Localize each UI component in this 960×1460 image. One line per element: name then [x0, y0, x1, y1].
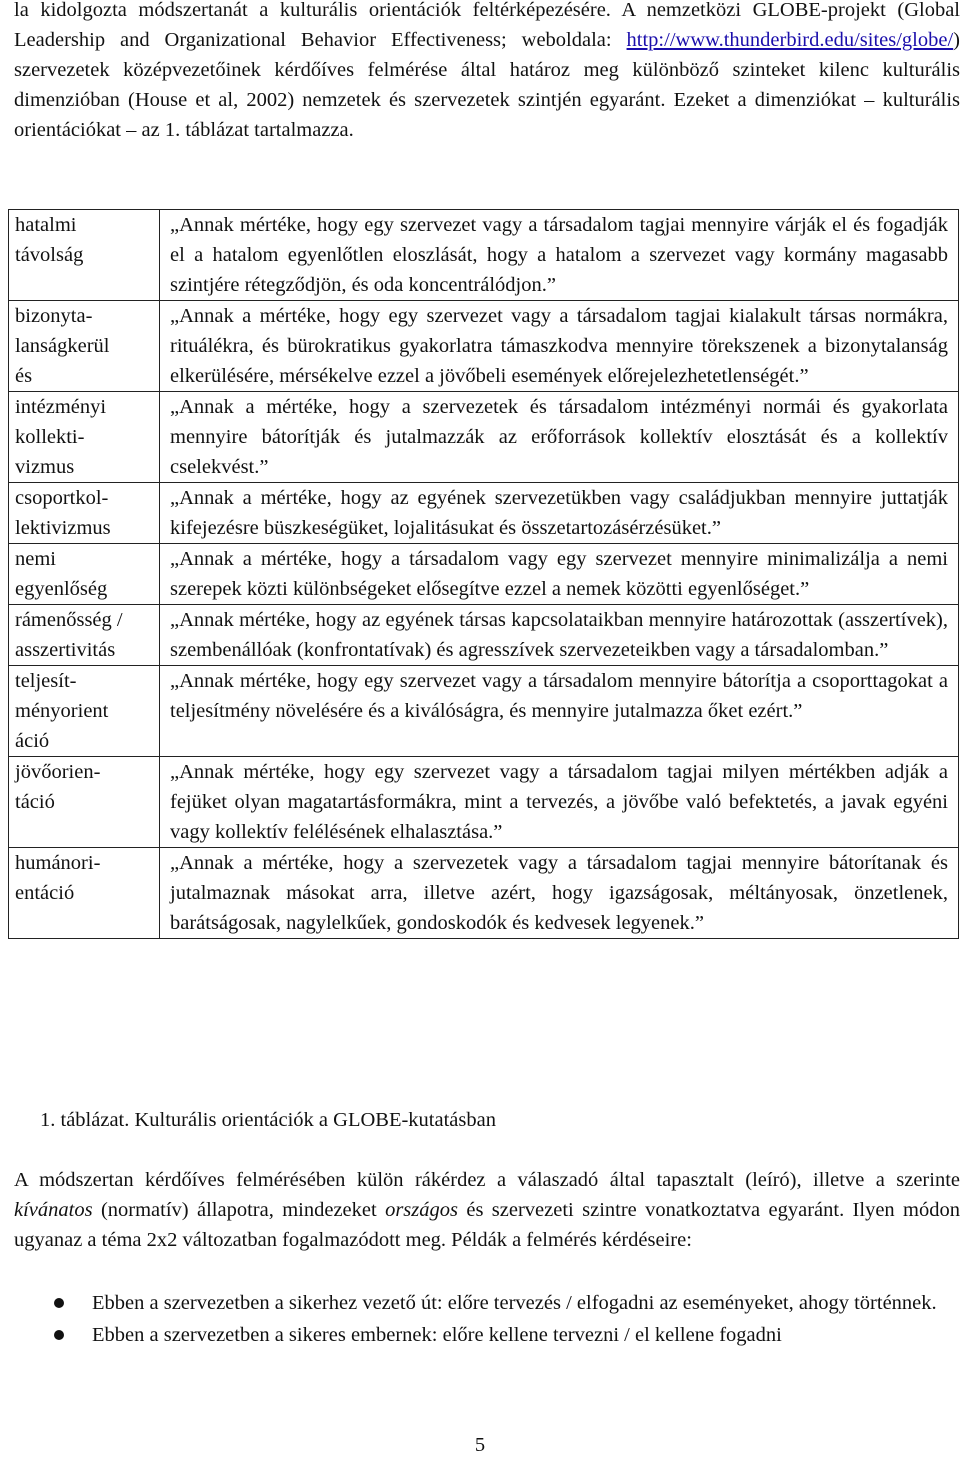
dimension-name-line: lanságkerül [15, 335, 110, 357]
dimension-name [9, 848, 160, 939]
dimension-definition: „Annak a mértéke, hogy az egyének szervezetükben vagy családjukban mennyire juttatják kifejezésre büszkeségüket, lojalitásukat és összetartozásérzésüket.” [160, 483, 959, 544]
dimension-definition: „Annak a mértéke, hogy a szervezetek és társadalom intézményi normái és gyakorlata mennyire bátorítják és jutalmazzák az erőforrások kollektív elosztását és a kollektív cselekvést.” [160, 392, 959, 483]
dimension-name-line: csoportkol- [15, 487, 109, 509]
list-item-text: Ebben a szervezetben a sikeres embernek: előre kellene tervezni / el kellene fogadni [92, 1324, 782, 1346]
dimension-definition: „Annak a mértéke, hogy egy szervezet vagy a társadalom tagjai kialakult társas normákra, rituálékra, és bürokratikus gyakorlatra támaszkodva mennyire törekszenek a bizonytalanság elkerülésére, mérsékelve ezzel a jövőbeli események előrejelezhetetlenségét.” [160, 301, 959, 392]
dimension-name-line: egyenlőség [15, 578, 108, 600]
intro-text-1: la kidolgozta módszertanát a kulturális orientációk feltérképezésére. A nemzetközi GLOBE-projekt (Global Leadership and Organizational Behavior Effectiveness; weboldala: [14, 0, 960, 51]
dimension-name-line: asszertivitás [15, 639, 116, 661]
emphasis-kivanatos: kívánatos [14, 1199, 93, 1221]
method-text-3: és szervezeti szintre vonatkoztatva egyaránt. Ilyen módon ugyanaz a téma 2x2 változatban fogalmazódott meg. Példák a felmérés kérdéseire: [14, 1199, 960, 1251]
dimension-definition: „Annak a mértéke, hogy a társadalom vagy egy szervezet mennyire minimalizálja a nemi szerepek közti különbségeket elősegítve ezzel a nemek közötti egyenlőséget.” [160, 544, 959, 605]
method-text-2: (normatív) állapotra, mindezeket [92, 1199, 386, 1221]
intro-text-2: ) szervezetek középvezetőinek kérdőíves felmérése által határoz meg különböző szinteket kilenc kulturális dimenzióban (House et al, 2002) nemzetek és szervezetek szintjén egyaránt. Ezeket a dimenziókat – kulturális orientációkat – az 1. táblázat tartalmazza. [14, 29, 960, 141]
dimension-definition: „Annak mértéke, hogy az egyének társas kapcsolataikban mennyire határozottak (asszertívek), szembenállóak (konfrontatívak) és agresszívek szervezeteikben vagy a társadalomban.” [160, 605, 959, 666]
dimension-definition: „Annak a mértéke, hogy a szervezetek vagy a társadalom tagjai mennyire bátorítanak és jutalmaznak másokat arra, illetve azért, hogy igazságosak, méltányosak, önzetlenek, barátságosak, nagylelkűek, gondoskodók és kedvesek legyenek.” [160, 848, 959, 939]
table-row [9, 848, 959, 939]
table-row [9, 210, 959, 301]
table-row [9, 392, 959, 483]
dimension-name [9, 757, 160, 848]
dimension-name-line: jövőorien- [15, 761, 101, 783]
dimension-name [9, 301, 160, 392]
dimension-name [9, 483, 160, 544]
dimension-name-line: entáció [15, 882, 75, 904]
dimension-name [9, 605, 160, 666]
method-text-1: A módszertan kérdőíves felmérésében külön rákérdez a válaszadó által tapasztalt (leíró), illetve a szerinte [14, 1169, 960, 1191]
emphasis-orszagos: országos [385, 1199, 458, 1221]
list-item [14, 1320, 960, 1350]
dimension-name-line: intézményi [15, 396, 107, 418]
table-caption: 1. táblázat. Kulturális orientációk a GLOBE-kutatásban [40, 1109, 496, 1131]
dimension-name-line: és [15, 365, 33, 387]
dimension-name-line: áció [15, 730, 50, 752]
list-item-text: Ebben a szervezetben a sikerhez vezető út: előre tervezés / elfogadni az eseményeket, ahogy történnek. [92, 1292, 937, 1314]
dimension-name-line: távolság [15, 244, 84, 266]
list-item [14, 1288, 960, 1318]
dimension-name-line: teljesít- [15, 670, 77, 692]
dimension-name [9, 666, 160, 757]
bullet-dot-icon [54, 1330, 64, 1340]
table-row [9, 483, 959, 544]
page-number: 5 [474, 1434, 486, 1456]
intro-paragraph [14, 0, 960, 145]
globe-website-link[interactable]: http://www.thunderbird.edu/sites/globe/ [626, 29, 954, 51]
dimension-name-line: táció [15, 791, 55, 813]
table-row [9, 605, 959, 666]
dimension-name [9, 210, 160, 301]
dimension-name-line: bizonyta- [15, 305, 93, 327]
dimension-name-line: humánori- [15, 852, 101, 874]
dimension-name [9, 544, 160, 605]
dimension-name-line: vizmus [15, 456, 75, 478]
table-row [9, 544, 959, 605]
example-questions-list [14, 1288, 960, 1352]
cultural-orientations-table [8, 209, 959, 939]
table-row [9, 301, 959, 392]
dimension-name-line: nemi [15, 548, 56, 570]
dimension-name-line: kollekti- [15, 426, 85, 448]
bullet-dot-icon [54, 1298, 64, 1308]
dimension-name-line: ményorient [15, 700, 109, 722]
dimension-name-line: lektivizmus [15, 517, 111, 539]
dimension-name-line: hatalmi [15, 214, 77, 236]
table-row [9, 757, 959, 848]
dimension-definition: „Annak mértéke, hogy egy szervezet vagy a társadalom tagjai milyen mértékben adják a fejüket olyan magatartásformákra, mint a tervezés, a jövőbe való befektetés, a javak egyéni vagy kollektív felélésének elhalasztása.” [160, 757, 959, 848]
dimension-definition: „Annak mértéke, hogy egy szervezet vagy a társadalom mennyire bátorítja a csoporttagokat a teljesítmény növelésére és a kiválóságra, és mennyire jutalmazza őket ezért.” [160, 666, 959, 757]
method-paragraph [14, 1165, 960, 1255]
table-row [9, 666, 959, 757]
dimension-name-line: rámenősség / [15, 609, 123, 631]
dimension-name [9, 392, 160, 483]
dimension-definition: „Annak mértéke, hogy egy szervezet vagy a társadalom tagjai mennyire várják el és fogadják el a hatalom egyenlőtlen eloszlását, hogy a hatalom a szervezet vagy kormány magasabb szintjére rétegződjön, és oda koncentrálódjon.” [160, 210, 959, 301]
